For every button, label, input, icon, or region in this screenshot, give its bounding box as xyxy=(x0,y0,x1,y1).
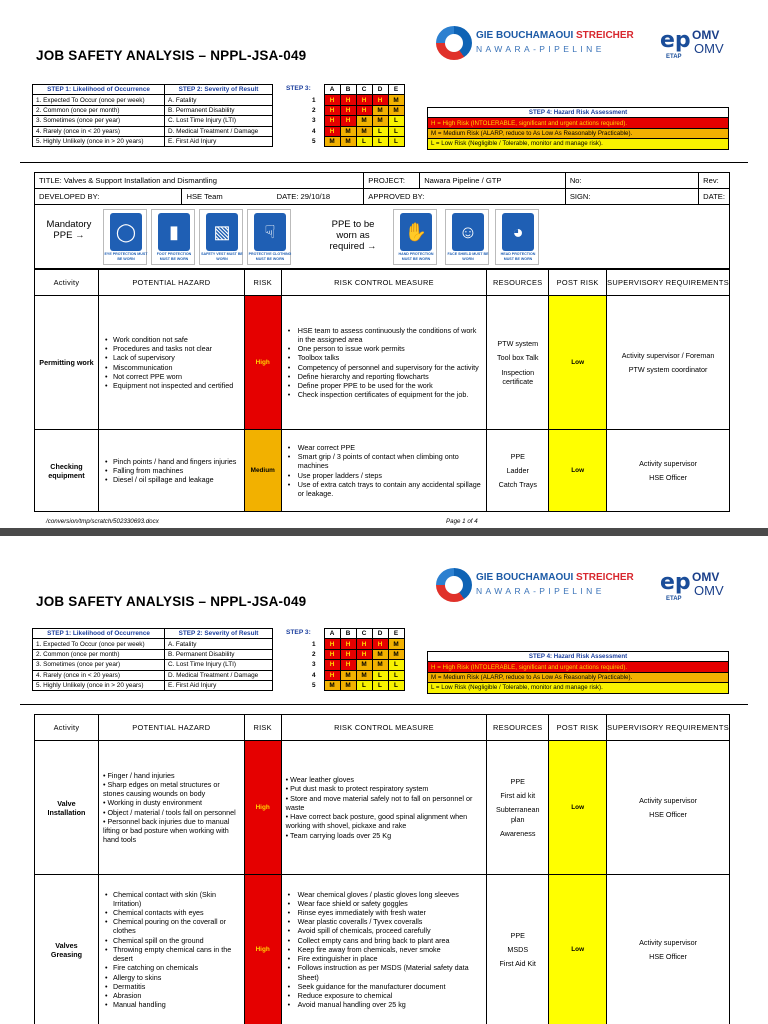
list-item: • Avoid manual handling over 25 kg xyxy=(286,1000,483,1009)
list-item: Activity supervisor xyxy=(639,937,698,947)
matrix-row xyxy=(312,136,404,146)
matrix-cell: M xyxy=(388,639,404,649)
list-item: • Finger / hand injuries xyxy=(102,770,175,780)
list-item: • Lack of supervisory xyxy=(103,353,240,362)
list-item: • Diesel / oil spillage and leakage xyxy=(103,475,240,484)
streicher-logo: GIE BOUCHAMAOUI STREICHER NAWARA-PIPELINE xyxy=(436,568,636,602)
matrix-row-label: 1 xyxy=(312,640,316,648)
matrix-cell: L xyxy=(388,670,404,680)
list-item: • Team carrying loads over 25 Kg xyxy=(285,830,392,840)
matrix-row-label: 2 xyxy=(312,650,316,658)
list-item: PPE xyxy=(510,776,525,786)
matrix-col-label: B xyxy=(340,85,356,95)
list-item: • Seek guidance for the manufacturer document xyxy=(286,982,483,991)
ppe-as-required-label: PPE to be worn as required → xyxy=(329,219,377,252)
list-item: • Wear chemical gloves / plastic gloves long sleeves xyxy=(286,890,483,899)
matrix-cell: H xyxy=(324,105,340,115)
list-item: • Define proper PPE to be used for the work xyxy=(286,381,483,390)
foot-protection-icon: ▮ xyxy=(158,213,190,251)
hand-protection-sign: ✋ HAND PROTECTION MUST BE WORN xyxy=(393,209,437,265)
matrix-row-label: 2 xyxy=(312,106,316,114)
matrix-cell: L xyxy=(356,680,372,690)
matrix-cell: M xyxy=(324,136,340,146)
list-item: • Equipment not inspected and certified xyxy=(103,381,240,390)
list-item: • Falling from machines xyxy=(103,466,240,475)
list-item: • Follows instruction as per MSDS (Material safety data Sheet) xyxy=(286,963,483,981)
matrix-row xyxy=(312,660,404,670)
matrix-cell: L xyxy=(372,126,388,136)
safety-vest-icon: ▧ xyxy=(206,213,238,251)
likelihood-severity-table: STEP 1: Likelihood of Occurrence STEP 2: Severity of Result 1. Expected To Occur (once per week) A. Fatality 2. Common (once per month) B. Permanent Disability 3. Sometimes (once per year) C. Lost Time Injury (LTI) 4. Rarely (once in < 20 years) D. Medical Treatment / Damage 5. Highly Unlikely (once in > 20 years) E. First Aid Injury xyxy=(32,84,273,147)
matrix-cell: H xyxy=(340,649,356,659)
list-item: • Put dust mask to protect respiratory system xyxy=(285,784,429,794)
list-item: • Avoid spill of chemicals, proceed carefully xyxy=(286,926,483,935)
matrix-cell: H xyxy=(324,116,340,126)
job-info-table: TITLE: Valves & Support Installation and Dismantling PROJECT: Nawara Pipeline / GTP No: Rev: DEVELOPED BY: HSE Team DATE: 29/10/18 APPROVED BY: SIGN: DATE: xyxy=(34,172,730,205)
matrix-row-label: 4 xyxy=(312,671,316,679)
matrix-row-label: 5 xyxy=(312,682,316,690)
safety-vest-sign: ▧ SAFETY VEST MUST BE WORN xyxy=(199,209,243,265)
divider xyxy=(20,162,748,163)
matrix-cell: H xyxy=(324,95,340,105)
list-item: • Rinse eyes immediately with fresh water xyxy=(286,908,483,917)
swirl-logo-icon xyxy=(436,568,472,602)
face-shield-icon: ☺ xyxy=(452,213,484,251)
document-page-2 xyxy=(0,536,768,1024)
list-item: • Use of extra catch trays to contain any accidental spillage or leakage. xyxy=(286,480,483,498)
risk-matrix xyxy=(312,84,405,147)
risk-assessment-table-page-1 xyxy=(34,269,730,512)
list-item: Subterranean plan xyxy=(495,805,540,824)
head-protection-icon: ◕ xyxy=(502,213,534,251)
list-item: • Wear correct PPE xyxy=(286,443,483,452)
matrix-cell: M xyxy=(324,680,340,690)
matrix-cell: M xyxy=(372,649,388,659)
matrix-cell: H xyxy=(372,639,388,649)
list-item: Catch Trays xyxy=(498,480,537,490)
list-item: • HSE team to assess continuously the conditions of work in the assigned area xyxy=(286,326,483,344)
list-item: PPE xyxy=(510,451,525,461)
list-item: • Fire extinguisher in place xyxy=(286,954,483,963)
matrix-cell: M xyxy=(372,105,388,115)
list-item: • Wear face shield or safety goggles xyxy=(286,899,483,908)
page-header xyxy=(0,536,768,692)
matrix-cell: H xyxy=(340,95,356,105)
list-item: • Abrasion xyxy=(103,991,240,1000)
list-item: • Reduce exposure to chemical xyxy=(286,991,483,1000)
matrix-cell: H xyxy=(356,649,372,659)
list-item: • Not correct PPE worn xyxy=(103,372,240,381)
protective-clothing-sign: ☟ PROTECTIVE CLOTHING MUST BE WORN xyxy=(247,209,291,265)
matrix-cell: M xyxy=(372,116,388,126)
eye-protection-sign: ◯ EYE PROTECTION MUST BE WORN xyxy=(103,209,147,265)
list-item: • Work condition not safe xyxy=(103,335,240,344)
list-item: • Sharp edges on metal structures or stones causing wounds on body xyxy=(102,779,220,799)
matrix-row xyxy=(312,639,404,649)
list-item: First Aid Kit xyxy=(499,959,536,969)
matrix-row xyxy=(312,116,404,126)
list-item: • Chemical contact with skin (Skin Irritation) xyxy=(103,890,240,908)
matrix-row-label: 3 xyxy=(312,661,316,669)
list-item: • Chemical contacts with eyes xyxy=(103,908,240,917)
hazard-risk-assessment: STEP 4: Hazard Risk Assessment H = High Risk (INTOLERABLE, significant and urgent actions required). M = Medium Risk (ALARP, reduce to As Low As Reasonably Practicable). L = Low Risk (Negligible / Tolerable, monitor and manage risk). xyxy=(427,107,729,150)
likelihood-severity-table: STEP 1: Likelihood of Occurrence STEP 2: Severity of Result 1. Expected To Occur (once per week) A. Fatality 2. Common (once per month) B. Permanent Disability 3. Sometimes (once per year) C. Lost Time Injury (LTI) 4. Rarely (once in < 20 years) D. Medical Treatment / Damage 5. Highly Unlikely (once in > 20 years) E. First Aid Injury xyxy=(32,628,273,691)
matrix-cell: L xyxy=(372,670,388,680)
list-item: • One person to issue work permits xyxy=(286,344,483,353)
matrix-cell: H xyxy=(340,116,356,126)
list-item: • Procedures and tasks not clear xyxy=(103,344,240,353)
matrix-row xyxy=(312,105,404,115)
matrix-cell: M xyxy=(356,670,372,680)
matrix-cell: M xyxy=(356,126,372,136)
matrix-cell: L xyxy=(388,136,404,146)
matrix-cell: L xyxy=(372,680,388,690)
page-header xyxy=(0,0,768,148)
list-item: HSE Officer xyxy=(649,810,687,819)
list-item: • Fire catching on chemicals xyxy=(103,963,240,972)
table-row: Checking equipment • Pinch points / hand and fingers injuries • Falling from machines • Diesel / oil spillage and leakage Medium • Wear correct PPE • Smart grip / 3 points of contact when climbing onto machines • Use proper ladders / steps • Use of extra catch trays to contain any accidental spillage or leakage. PPE Ladder Catch Trays Low Activity supervisor HSE Officer xyxy=(35,430,730,512)
list-item: Tool box Talk xyxy=(497,353,539,363)
matrix-cell: H xyxy=(356,95,372,105)
matrix-cell: M xyxy=(340,670,356,680)
list-item: PTW system coordinator xyxy=(628,365,708,374)
list-item: • Wear plastic coveralls / Tyvex coveralls xyxy=(286,917,483,926)
list-item: • Dermatitis xyxy=(103,982,240,991)
protective-clothing-icon: ☟ xyxy=(254,213,286,251)
matrix-cell: M xyxy=(340,136,356,146)
etap-omv-logo: ep ETAP OMV OMV xyxy=(660,570,724,602)
list-item: • Store and move material safely not to fall on personnel or waste xyxy=(285,793,473,812)
list-item: • Competency of personnel and supervisory for the activity xyxy=(286,363,483,372)
matrix-cell: H xyxy=(340,105,356,115)
list-item: Ladder xyxy=(506,465,529,475)
matrix-cell: L xyxy=(356,136,372,146)
matrix-cell: M xyxy=(388,95,404,105)
matrix-cell: H xyxy=(324,126,340,136)
list-item: • Toolbox talks xyxy=(286,353,483,362)
list-item: • Keep fire away from chemicals, never smoke xyxy=(286,945,483,954)
list-item: • Allergy to skins xyxy=(103,973,240,982)
list-item: • Pinch points / hand and fingers injuries xyxy=(103,457,240,466)
matrix-cell: H xyxy=(340,660,356,670)
matrix-cell: L xyxy=(388,680,404,690)
matrix-cell: L xyxy=(388,126,404,136)
matrix-col-label: C xyxy=(356,629,372,639)
matrix-row xyxy=(312,95,404,105)
matrix-cell: M xyxy=(388,649,404,659)
hazard-risk-assessment: STEP 4: Hazard Risk Assessment H = High Risk (INTOLERABLE, significant and urgent actions required). M = Medium Risk (ALARP, reduce to As Low As Reasonably Practicable). L = Low Risk (Negligible / Tolerable, monitor and manage risk). xyxy=(427,651,729,694)
matrix-cell: M xyxy=(372,660,388,670)
list-item: Inspection certificate xyxy=(501,367,535,386)
matrix-col-label: A xyxy=(324,629,340,639)
matrix-col-label: D xyxy=(372,85,388,95)
table-header-row: Activity POTENTIAL HAZARD RISK RISK CONTROL MEASURE RESOURCES POST RISK SUPERVISORY REQUIREMENTS xyxy=(35,270,730,296)
matrix-cell: H xyxy=(324,670,340,680)
step3-label: STEP 3: xyxy=(286,629,311,636)
matrix-cell: M xyxy=(356,660,372,670)
matrix-col-label: A xyxy=(324,85,340,95)
list-item: PPE xyxy=(510,930,525,940)
list-item: Awareness xyxy=(500,828,536,838)
matrix-cell: M xyxy=(356,116,372,126)
document-title: JOB SAFETY ANALYSIS – NPPL-JSA-049 xyxy=(36,48,307,63)
matrix-row-label: 3 xyxy=(312,117,316,125)
risk-assessment-table-page-2 xyxy=(34,714,730,1024)
mandatory-ppe-label: Mandatory PPE → xyxy=(46,219,92,241)
list-item: PTW system xyxy=(497,339,539,349)
matrix-cell: H xyxy=(356,105,372,115)
matrix-cell: H xyxy=(324,660,340,670)
matrix-cell: H xyxy=(372,95,388,105)
matrix-row xyxy=(312,126,404,136)
footer-page-number: Page 1 of 4 xyxy=(446,518,478,525)
matrix-header-row xyxy=(312,85,404,95)
foot-protection-sign: ▮ FOOT PROTECTION MUST BE WORN xyxy=(151,209,195,265)
streicher-logo: GIE BOUCHAMAOUI STREICHER NAWARA-PIPELINE xyxy=(436,26,636,60)
list-item: • Object / material / tools fall on personnel xyxy=(102,807,236,817)
list-item: • Have correct back posture, good spinal alignment when working with shovel, pickaxe and rake xyxy=(285,812,468,831)
matrix-cell: H xyxy=(340,639,356,649)
matrix-cell: L xyxy=(388,660,404,670)
list-item: HSE Officer xyxy=(649,952,687,961)
head-protection-sign: ◕ HEAD PROTECTION MUST BE WORN xyxy=(495,209,539,265)
list-item: Activity supervisor xyxy=(639,458,698,468)
swirl-logo-icon xyxy=(436,26,472,60)
list-item: MSDS xyxy=(507,944,529,954)
list-item: First aid kit xyxy=(500,791,536,801)
page-gap xyxy=(0,528,768,536)
list-item: • Working in dusty environment xyxy=(102,798,203,808)
matrix-header-row xyxy=(312,629,404,639)
list-item: Activity supervisor xyxy=(639,795,698,805)
list-item: • Smart grip / 3 points of contact when climbing onto machines xyxy=(286,452,483,470)
matrix-cell: H xyxy=(356,639,372,649)
divider xyxy=(20,704,748,705)
face-shield-sign: ☺ FACE SHIELD MUST BE WORN xyxy=(445,209,489,265)
list-item: • Miscommunication xyxy=(103,363,240,372)
step3-label: STEP 3: xyxy=(286,85,311,92)
matrix-row xyxy=(312,649,404,659)
matrix-row-label: 5 xyxy=(312,138,316,146)
matrix-row xyxy=(312,680,404,690)
matrix-cell: H xyxy=(324,649,340,659)
list-item: • Collect empty cans and bring back to plant area xyxy=(286,936,483,945)
list-item: • Use proper ladders / steps xyxy=(286,471,483,480)
matrix-cell: H xyxy=(324,639,340,649)
footer-path: /conversion/tmp/scratch/502330693.docx xyxy=(46,518,159,525)
matrix-col-label: E xyxy=(388,85,404,95)
matrix-col-label: E xyxy=(388,629,404,639)
document-title: JOB SAFETY ANALYSIS – NPPL-JSA-049 xyxy=(36,594,307,609)
list-item: • Chemical spill on the ground xyxy=(103,936,240,945)
list-item: HSE Officer xyxy=(649,473,687,482)
matrix-row-label: 4 xyxy=(312,127,316,135)
list-item: • Wear leather gloves xyxy=(285,775,354,785)
list-item: • Check inspection certificates of equipment for the job. xyxy=(286,390,483,399)
matrix-row xyxy=(312,670,404,680)
list-item: • Chemical pouring on the coverall or clothes xyxy=(103,917,240,935)
list-item: Activity supervisor / Foreman xyxy=(621,350,715,360)
matrix-cell: M xyxy=(340,126,356,136)
table-row: Valve Installation • Finger / hand injuries • Sharp edges on metal structures or stones causing wounds on body • Working in dusty environment • Object / material / tools fall on personnel • Personnel back injuries due to manual lifting or bad posture when working with hand tools High • Wear leather gloves • Put dust mask to protect respiratory system • Store and move material safely not to fall on personnel or waste • Have correct back posture, good spinal alignment when working with shovel, pickaxe and rake • Team carrying loads over 25 Kg PPE First aid kit Subterranean plan Awareness Low Activity supervisor HSE Officer xyxy=(35,741,730,875)
risk-matrix xyxy=(312,628,405,691)
eye-protection-icon: ◯ xyxy=(110,213,142,251)
matrix-cell: M xyxy=(340,680,356,690)
list-item: • Define hierarchy and reporting flowcharts xyxy=(286,372,483,381)
list-item: • Personnel back injuries due to manual lifting or bad posture when working with hand tools xyxy=(102,816,230,845)
matrix-col-label: D xyxy=(372,629,388,639)
matrix-cell: M xyxy=(388,105,404,115)
matrix-cell: L xyxy=(388,116,404,126)
matrix-col-label: C xyxy=(356,85,372,95)
matrix-row-label: 1 xyxy=(312,96,316,104)
table-header-row: Activity POTENTIAL HAZARD RISK RISK CONTROL MEASURE RESOURCES POST RISK SUPERVISORY REQUIREMENTS xyxy=(35,715,730,741)
matrix-cell: L xyxy=(372,136,388,146)
etap-omv-logo: ep ETAP OMV OMV xyxy=(660,28,724,60)
matrix-col-label: B xyxy=(340,629,356,639)
hand-protection-icon: ✋ xyxy=(400,213,432,251)
list-item: • Throwing empty chemical cans in the desert xyxy=(103,945,240,963)
table-row: Permitting work • Work condition not safe • Procedures and tasks not clear • Lack of supervisory • Miscommunication • Not correct PPE worn • Equipment not inspected and certified High • HSE team to assess continuously the conditions of work in the assigned area • One person to issue work permits • Toolbox talks • Competency of personnel and supervisory for the activity • Define hierarchy and reporting flowcharts • Define proper PPE to be used for the work • Check inspection certificates of equipment for the job. PTW system Tool box Talk Inspection certificate Low Activity supervisor / Foreman PTW system coordinator xyxy=(35,296,730,430)
ppe-panel xyxy=(34,205,730,269)
table-row: Valves Greasing • Chemical contact with skin (Skin Irritation) • Chemical contacts with eyes • Chemical pouring on the coverall or clothes • Chemical spill on the ground • Throwing empty chemical cans in the desert • Fire catching on chemicals • Allergy to skins • Dermatitis • Abrasion • Manual handling High • Wear chemical gloves / plastic gloves long sleeves • Wear face shield or safety goggles • Rinse eyes immediately with fresh water • Wear plastic coveralls / Tyvex coveralls • Avoid spill of chemicals, proceed carefully • Collect empty cans and bring back to plant area • Keep fire away from chemicals, never smoke • Fire extinguisher in place • Follows instruction as per MSDS (Material safety data Sheet) • Seek guidance for the manufacturer document • Reduce exposure to chemical • Avoid manual handling over 25 kg PPE MSDS First Aid Kit Low Activity supervisor HSE Officer xyxy=(35,875,730,1024)
list-item: • Manual handling xyxy=(103,1000,240,1009)
